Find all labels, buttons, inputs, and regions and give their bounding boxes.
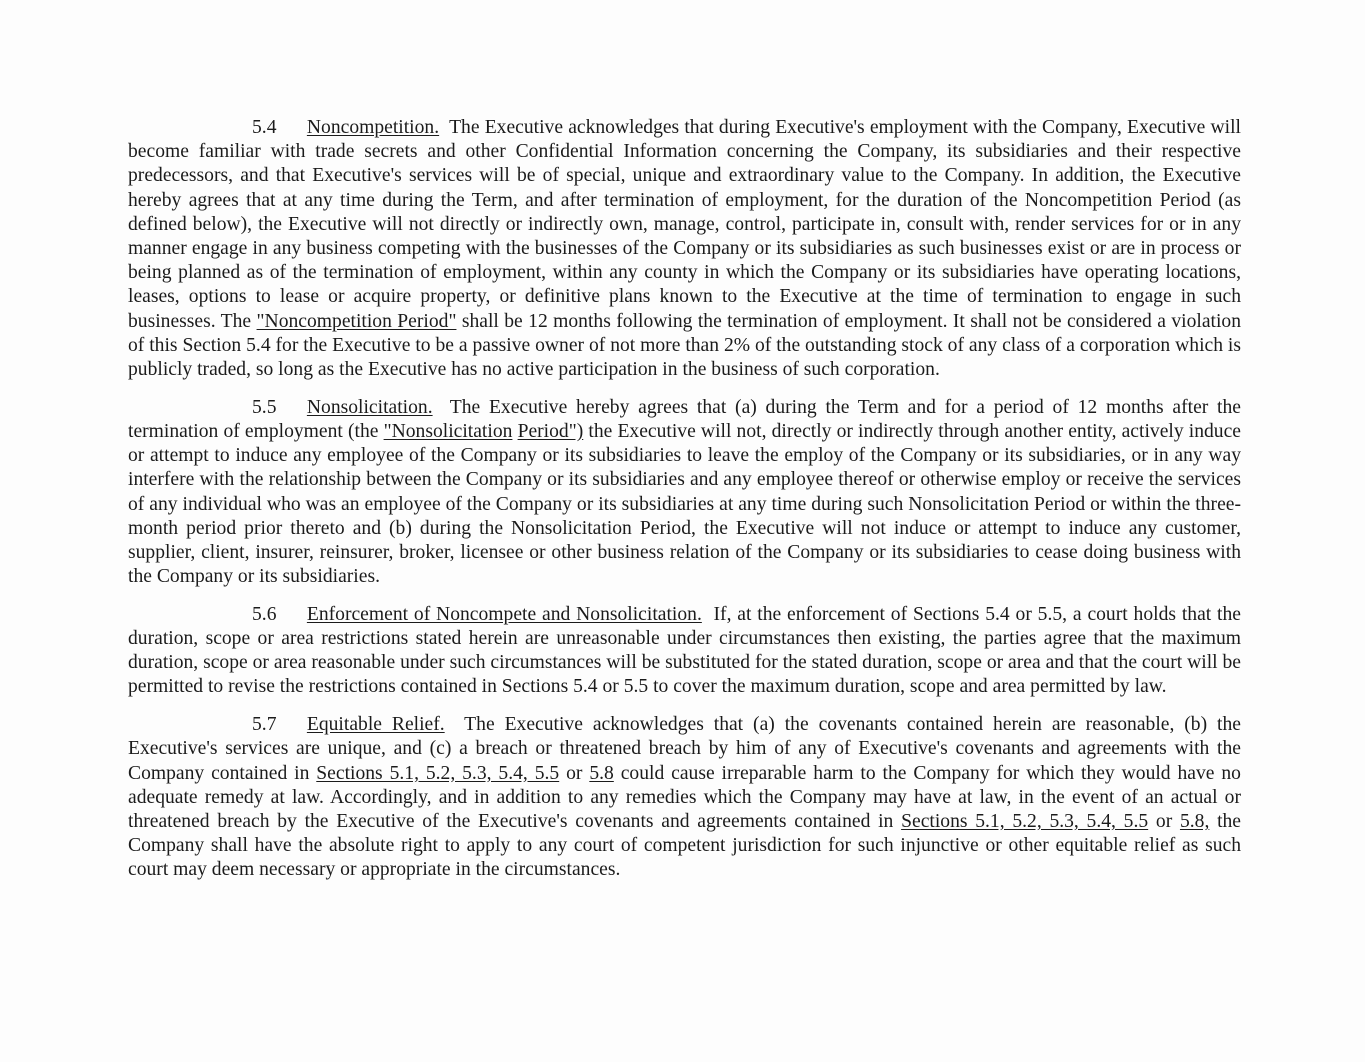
text-run: could cause irreparable harm to the Company for which they would have no adequate remedy at law. Accordingly, and in addition to any remedies which the Company may have at law, in the event of an actual or threatened breach by the Executive of the Executive's covenants and agreements contained in	[128, 762, 1241, 832]
underlined-text: 5.8	[589, 762, 614, 784]
text-run: the Executive will not, directly or indirectly through another entity, actively induce or attempt to induce any employee of the Company or its subsidiaries to leave the employ of the Company or its subsidiaries, or in any way interfere with the relationship between the Company or its subsidiaries and any employee thereof or otherwise employ or receive the services of any individual who was an employee of the Company or its subsidiaries at any time during such Nonsolicitation Period or within the three-month period prior thereto and (b) during the Nonsolicitation Period, the Executive will not induce or attempt to induce any customer, supplier, client, insurer, reinsurer, broker, licensee or other business relation of the Company or its subsidiaries to cease doing business with the Company or its subsidiaries.	[128, 420, 1241, 588]
paragraph-5-6	[128, 603, 1241, 700]
paragraph-5-5	[128, 396, 1241, 590]
text-run: The Executive hereby agrees that (a) during the Term and for a period of 12 months after the termination of employment (the	[128, 396, 1241, 442]
section-number: 5.6	[252, 603, 277, 625]
underlined-text: Sections 5.1, 5.2, 5.3, 5.4, 5.5	[901, 810, 1149, 832]
document-body	[128, 116, 1241, 883]
text-run: shall be 12 months following the termination of employment. It shall not be considered a violation of this Section 5.4 for the Executive to be a passive owner of not more than 2% of the outstanding stock of any class of a corporation which is publicly traded, so long as the Executive has no active participation in the business of such corporation.	[128, 310, 1241, 381]
underlined-text: Sections 5.1, 5.2, 5.3, 5.4, 5.5	[316, 762, 560, 784]
underlined-text: 5.8,	[1179, 810, 1210, 832]
underlined-text: Enforcement of Noncompete and Nonsolicitation.	[306, 603, 702, 625]
underlined-text: Period")	[517, 420, 584, 442]
paragraph-5-4	[128, 116, 1241, 382]
section-number: 5.5	[252, 396, 277, 418]
text-run: or	[559, 762, 590, 784]
underlined-text: Noncompetition.	[306, 117, 440, 138]
text-run: The Executive acknowledges that (a) the covenants contained herein are reasonable, (b) the Executive's services are unique, and (c) a breach or threatened breach by him of any of Executive's covenants and agreements with the Company contained in	[128, 714, 1241, 784]
underlined-text: "Nonsolicitation	[383, 420, 513, 442]
underlined-text: Equitable Relief.	[306, 714, 445, 736]
underlined-text: "Noncompetition Period"	[256, 310, 457, 332]
text-run: the Company shall have the absolute right to apply to any court of competent jurisdiction for such injunctive or other equitable relief as such court may deem necessary or appropriate in the circumstances.	[128, 810, 1242, 881]
text-run: If, at the enforcement of Sections 5.4 or 5.5, a court holds that the duration, scope or area restrictions stated herein are unreasonable under circumstances then existing, the parties agree that the maximum duration, scope or area reasonable under such circumstances will be substituted for the stated duration, scope or area and that the court will be permitted to revise the restrictions contained in Sections 5.4 or 5.5 to cover the maximum duration, scope and area permitted by law.	[128, 603, 1241, 698]
text-run: or	[1148, 810, 1180, 832]
section-number: 5.4	[252, 117, 277, 138]
section-number: 5.7	[252, 714, 277, 736]
text-run: The Executive acknowledges that during Executive's employment with the Company, Executive will become familiar with trade secrets and other Confidential Information concerning the Company, its subsidiaries and their respective predecessors, and that Executive's services will be of special, unique and extraordinary value to the Company. In addition, the Executive hereby agrees that at any time during the Term, and after termination of employment, for the duration of the Noncompetition Period (as defined below), the Executive will not directly or indirectly own, manage, control, participate in, consult with, render services for or in any manner engage in any business competing with the businesses of the Company or its subsidiaries as such businesses exist or are in process or being planned as of the termination of employment, within any county in which the Company or its subsidiaries have operating locations, leases, options to lease or acquire property, or definitive plans known to the Executive at the time of termination to engage in such businesses. The	[128, 117, 1241, 332]
paragraph-5-7	[128, 713, 1241, 882]
underlined-text: Nonsolicitation.	[306, 396, 433, 418]
